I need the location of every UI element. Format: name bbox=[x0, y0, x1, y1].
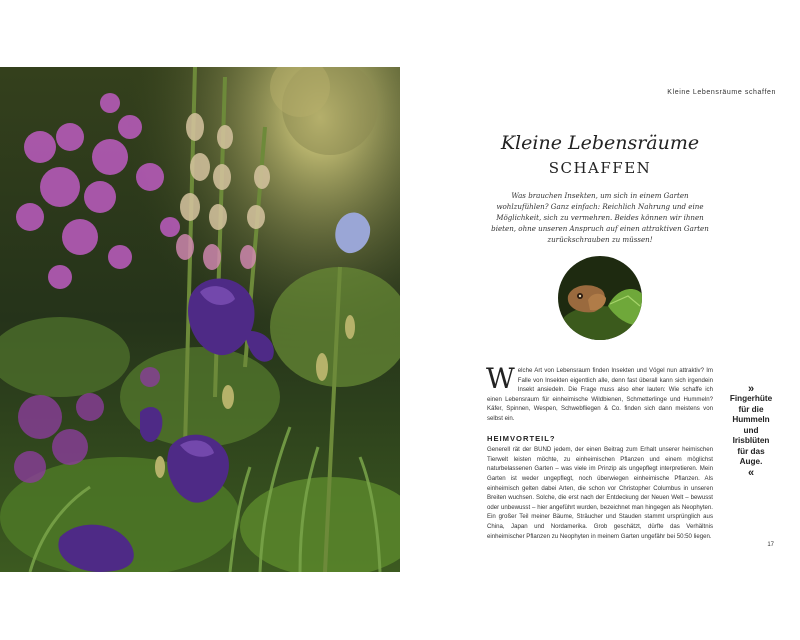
garden-photo bbox=[0, 67, 400, 572]
pull-quote-text: Fingerhüte für die Hummeln und Irisblüten für das Auge. bbox=[729, 394, 773, 466]
paragraph-1-text: elche Art von Lebensraum finden Insekten und Vögel nun attraktiv? Im Falle von Insekten eigentlich alle, denn fast überall kann sich irgendein Insekt ansiedeln. Die Frage muss also eher lauten: Wie schaffe ich einen Lebensraum für einheimische Wildbienen, Schmetterlinge und Hummeln? Käfer, Spinnen, Wespen, Schwebfliegen & Co. finden sich dann meistens von selbst ein. bbox=[487, 367, 713, 422]
section-subhead: HEIMVORTEIL? bbox=[487, 433, 556, 443]
running-header: Kleine Lebensräume schaffen bbox=[667, 89, 776, 96]
paragraph-2: Generell rät der BUND jedem, der einen Beitrag zum Erhalt unserer heimischen Tierwelt leisten möchte, zu einheimischen Pflanzen und einem möglichst naturbelassenen Garten – was viele im Prinzip als ungepflegt interpretieren. Mein Garten ist weder ungepflegt, noch überwiegen einheimische Pflanzen. Als einheimisch gelten dabei Arten, die schon vor Christopher Columbus in unseren Breiten wuchsen. Solche, die erst nach der Entdeckung der Neuen Welt – bewusst oder unbewusst – hier angeführt wurden, bezeichnet man hingegen als Neophyten. Ein großer Teil meiner Bäume, Sträucher und Stauden stammt ursprünglich aus China, Japan und Nordamerika. Grob geschätzt, dürfte das Verhältnis einheimischer Pflanzen zu Neophyten in meinem Garten ungefähr bei 50:50 liegen. bbox=[487, 446, 713, 540]
intro-text: Was brauchen Insekten, um sich in einem Garten wohlzufühlen? Ganz einfach: Reichlich Nahrung und eine Möglichkeit, sich zu vermehren. Beides können wir ihnen bieten, ohne unseren Anspruch auf einen attraktiven Garten zurückschrauben zu müssen! bbox=[491, 191, 709, 244]
paragraph-1 bbox=[486, 362, 713, 424]
page-title: Kleine Lebensräume bbox=[500, 132, 700, 154]
body-text bbox=[486, 362, 713, 541]
pull-quote bbox=[726, 384, 776, 478]
page-number: 17 bbox=[767, 542, 774, 548]
page-title-caps: SCHAFFEN bbox=[548, 159, 652, 177]
quote-open-mark: » bbox=[747, 383, 755, 395]
drop-cap: W bbox=[486, 362, 515, 395]
quote-close-mark: « bbox=[747, 466, 755, 479]
butterfly-photo bbox=[558, 256, 642, 340]
